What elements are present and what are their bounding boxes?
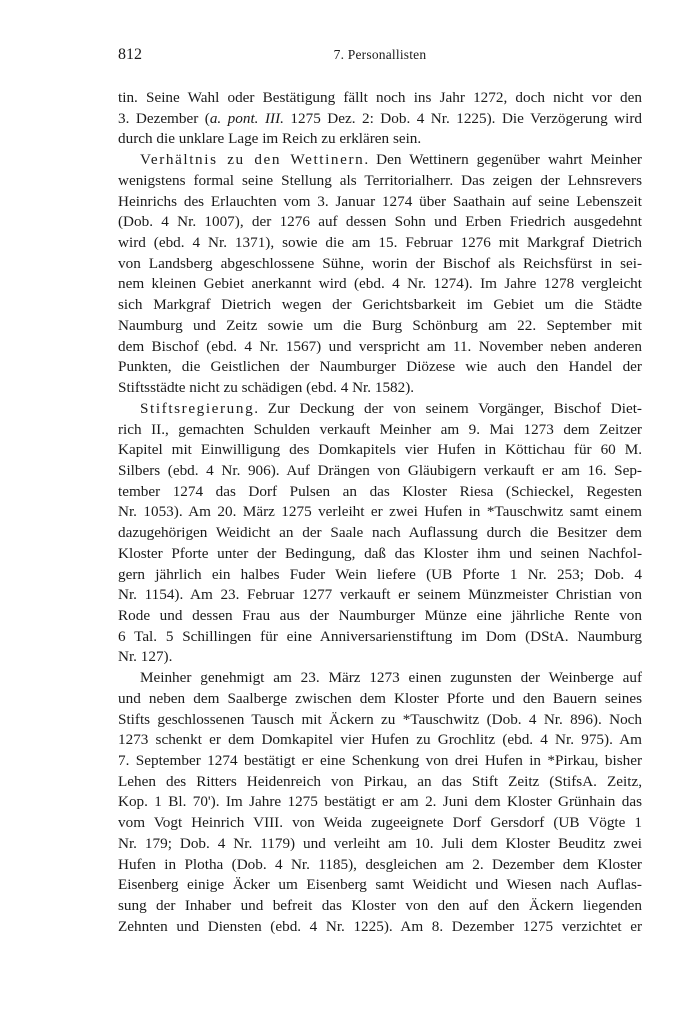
text-line: durch die unklare Lage im Reich zu erklären sein. xyxy=(118,130,422,148)
section-heading-stiftsregierung: Stiftsregierung xyxy=(140,399,255,417)
text-line: dazugehörigen Weidicht an der Saale nach Auflassung durch die Besitzer dem xyxy=(118,524,642,542)
text-line: Meinher genehmigt am 23. März 1273 einen zugunsten der Weinberge auf xyxy=(140,669,642,687)
text-line: nem kleinen Gebiet anerkannt wird (ebd. 4 Nr. 1274). Im Jahre 1278 vergleicht xyxy=(118,275,642,293)
text-line: Lehen des Ritters Heidenreich von Pirkau, an das Stift Zeitz (StifsA. Zeitz, xyxy=(118,772,642,790)
text-line: Punkten, die Geistlichen der Naumburger Diözese wie auch den Handel der xyxy=(118,358,642,376)
text-line: Rode und dessen Frau aus der Naumburger Münze eine jährliche Rente von xyxy=(118,606,642,624)
text-line: Hufen in Plotha (Dob. 4 Nr. 1185), desgleichen am 2. Dezember dem Kloster xyxy=(118,855,642,873)
section-heading-wettiner: Verhältnis zu den Wettinern xyxy=(140,151,365,169)
text-line: Heinrichs des Erlauchten vom 3. Januar 1274 über Saathain auf seine Lebenszeit xyxy=(118,192,642,210)
text-line: Kop. 1 Bl. 70'). Im Jahre 1275 bestätigt er am 2. Juni dem Kloster Grünhain das xyxy=(118,793,642,811)
text-line: vom Vogt Heinrich VIII. von Weida zugeeignete Dorf Gersdorf (UB Vögte 1 xyxy=(118,814,642,832)
text-line: Nr. 1154). Am 23. Februar 1277 verkauft er seinem Münzmeister Christian von xyxy=(118,586,642,604)
body-text xyxy=(118,88,642,937)
text-line: (Dob. 4 Nr. 1007), der 1276 auf dessen Sohn und Erben Friedrich ausgedehnt xyxy=(118,213,642,231)
text-span: . Den Wettinern gegenüber wahrt Meinher xyxy=(364,151,642,169)
text-line: tember 1274 das Dorf Pulsen an das Kloster Riesa (Schieckel, Regesten xyxy=(118,482,642,500)
text-line: Eisenberg einige Äcker um Eisenberg samt Weidicht und Wiesen nach Auflas- xyxy=(118,876,642,894)
text-span: 1275 Dez. 2: Dob. 4 Nr. 1225). Die Verzögerung wird xyxy=(283,109,642,127)
text-line: dem Bischof (ebd. 4 Nr. 1567) und verspricht am 11. November neben anderen xyxy=(118,337,642,355)
running-head xyxy=(118,46,642,68)
text-line: tin. Seine Wahl oder Bestätigung fällt noch ins Jahr 1272, doch nicht vor den xyxy=(118,89,642,106)
text-line: Naumburg und Zeitz sowie um die Burg Schönburg am 22. September mit xyxy=(118,316,642,334)
text-line xyxy=(118,399,642,420)
text-line: gern jährlich ein halbes Fuder Wein liefere (UB Pforte 1 Nr. 253; Dob. 4 xyxy=(118,565,642,583)
text-line: wird (ebd. 4 Nr. 1371), sowie die am 15. Februar 1276 mit Markgraf Dietrich xyxy=(118,234,642,252)
text-span: . Zur Deckung der von seinem Vorgänger, Bischof Diet- xyxy=(254,399,642,417)
text-line: Nr. 127). xyxy=(118,648,173,666)
citation-abbreviation: a. pont. III. xyxy=(209,109,284,127)
text-line: 6 Tal. 5 Schillingen für eine Anniversarienstiftung im Dom (DStA. Naumburg xyxy=(118,627,642,645)
text-line: und neben dem Saalberge zwischen dem Kloster Pforte und den Bauern seines xyxy=(118,689,642,707)
text-line: Kapitel mit Einwilligung des Domkapitels vier Hufen in Köttichau für 60 M. xyxy=(118,441,642,459)
text-line: rich II., gemachten Schulden verkauft Meinher am 9. Mai 1273 dem Zeitzer xyxy=(118,420,642,438)
page-number: 812 xyxy=(118,46,142,63)
text-line: Stifts geschlossenen Tausch mit Äckern zu *Tauschwitz (Dob. 4 Nr. 896). Noch xyxy=(118,710,642,728)
text-line: sich Markgraf Dietrich wegen der Gerichtsbarkeit im Gebiet um die Städte xyxy=(118,296,642,314)
text-span: 3. Dezember ( xyxy=(118,109,210,127)
text-line: Silbers (ebd. 4 Nr. 906). Auf Drängen von Gläubigern verkauft er am 16. Sep- xyxy=(118,461,642,479)
chapter-title: 7. Personallisten xyxy=(333,47,427,62)
text-line: von Landsberg abgeschlossene Sühne, worin der Bischof als Reichsfürst in sei- xyxy=(118,254,642,272)
text-line: wenigstens formal seine Stellung als Territorialherr. Das zeigen der Lehnsrevers xyxy=(118,171,642,189)
text-line: Nr. 1053). Am 20. März 1275 verleiht er zwei Hufen in *Tauschwitz samt einem xyxy=(118,503,642,521)
text-line: Nr. 179; Dob. 4 Nr. 1179) und verleiht am 10. Juli dem Kloster Beuditz zwei xyxy=(118,834,642,852)
text-line: 1273 schenkt er dem Domkapitel vier Hufen zu Grochlitz (ebd. 4 Nr. 975). Am xyxy=(118,731,642,749)
text-line: Stiftsstädte nicht zu schädigen (ebd. 4 Nr. 1582). xyxy=(118,379,415,397)
text-line: sung der Inhaber und befreit das Kloster von den auf den Äckern liegenden xyxy=(118,897,642,915)
text-line xyxy=(118,109,642,130)
text-line: Zehnten und Diensten (ebd. 4 Nr. 1225). Am 8. Dezember 1275 verzichtet er xyxy=(118,917,642,935)
text-line: 7. September 1274 bestätigt er eine Schenkung von drei Hufen in *Pirkau, bisher xyxy=(118,752,642,769)
text-line: Kloster Pforte unter der Bedingung, daß das Kloster ihm und seinen Nachfol- xyxy=(118,544,642,562)
text-line xyxy=(118,150,642,171)
